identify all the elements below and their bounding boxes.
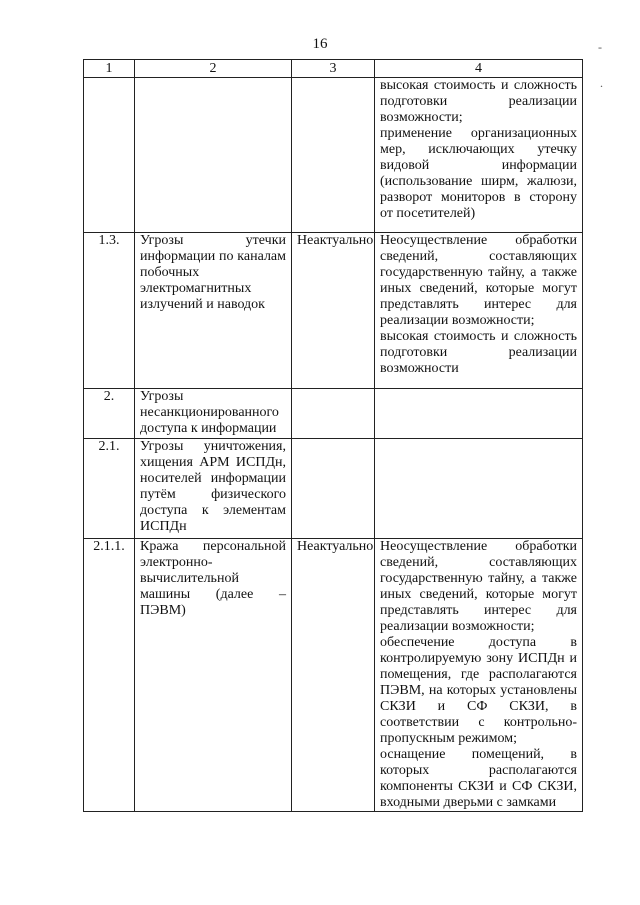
- measure-item: высокая стоимость и сложность подготовки реализации возможности: [380, 329, 577, 376]
- column-header: 4: [375, 60, 583, 78]
- row-number: 2.1.: [84, 439, 135, 539]
- column-header: 3: [292, 60, 375, 78]
- table-row: [84, 233, 583, 389]
- page-number: 16: [312, 36, 328, 52]
- measures-cell: [375, 389, 583, 439]
- measures-cell: [375, 233, 583, 389]
- row-number: 1.3.: [84, 233, 135, 389]
- measures-cell: [375, 539, 583, 812]
- relevance: [292, 389, 375, 439]
- measures-cell: [375, 439, 583, 539]
- margin-mark: .: [600, 76, 603, 90]
- table-row: [84, 439, 583, 539]
- threat-name: Угрозы уничтожения, хищения АРМ ИСПДн, носителей информации путём физического доступа к элементам ИСПДн: [135, 439, 292, 539]
- table-row: [84, 389, 583, 439]
- table-row: [84, 78, 583, 233]
- column-header: 1: [84, 60, 135, 78]
- relevance: [292, 78, 375, 233]
- margin-mark: -: [598, 40, 602, 54]
- row-number: 2.: [84, 389, 135, 439]
- table-header-row: [84, 60, 583, 78]
- row-number: 2.1.1.: [84, 539, 135, 812]
- relevance: Неактуально: [292, 233, 375, 389]
- relevance: [292, 439, 375, 539]
- measure-item: Неосуществление обработки сведений, составляющих государственную тайну, а также иных сведений, которые могут представлять интерес для реализации возможности;: [380, 539, 577, 634]
- measure-item: обеспечение доступа в контролируемую зону ИСПДн и помещения, где располагаются ПЭВМ, на которых установлены СКЗИ и СФ СКЗИ, в соответствии с контрольно-пропускным режимом;: [380, 635, 577, 746]
- threat-name: Кража персональной электронно-вычислительной машины (далее – ПЭВМ): [135, 539, 292, 812]
- table-row: [84, 539, 583, 812]
- measure-item: высокая стоимость и сложность подготовки реализации возможности;: [380, 78, 577, 125]
- threat-name: [135, 78, 292, 233]
- measure-item: оснащение помещений, в которых располагаются компоненты СКЗИ и СФ СКЗИ, входными дверьми с замками: [380, 747, 577, 810]
- relevance: Неактуально: [292, 539, 375, 812]
- measure-item: Неосуществление обработки сведений, составляющих государственную тайну, а также иных сведений, которые могут представлять интерес для реализации возможности;: [380, 233, 577, 328]
- column-header: 2: [135, 60, 292, 78]
- threat-name: Угрозы несанкционированного доступа к информации: [135, 389, 292, 439]
- threats-table: [83, 59, 583, 812]
- threat-name: Угрозы утечки информации по каналам побочных электромагнитных излучений и наводок: [135, 233, 292, 389]
- row-number: [84, 78, 135, 233]
- measure-item: применение организационных мер, исключающих утечку видовой информации (использование ширм, жалюзи, разворот мониторов в сторону от посетителей): [380, 126, 577, 221]
- measures-cell: [375, 78, 583, 233]
